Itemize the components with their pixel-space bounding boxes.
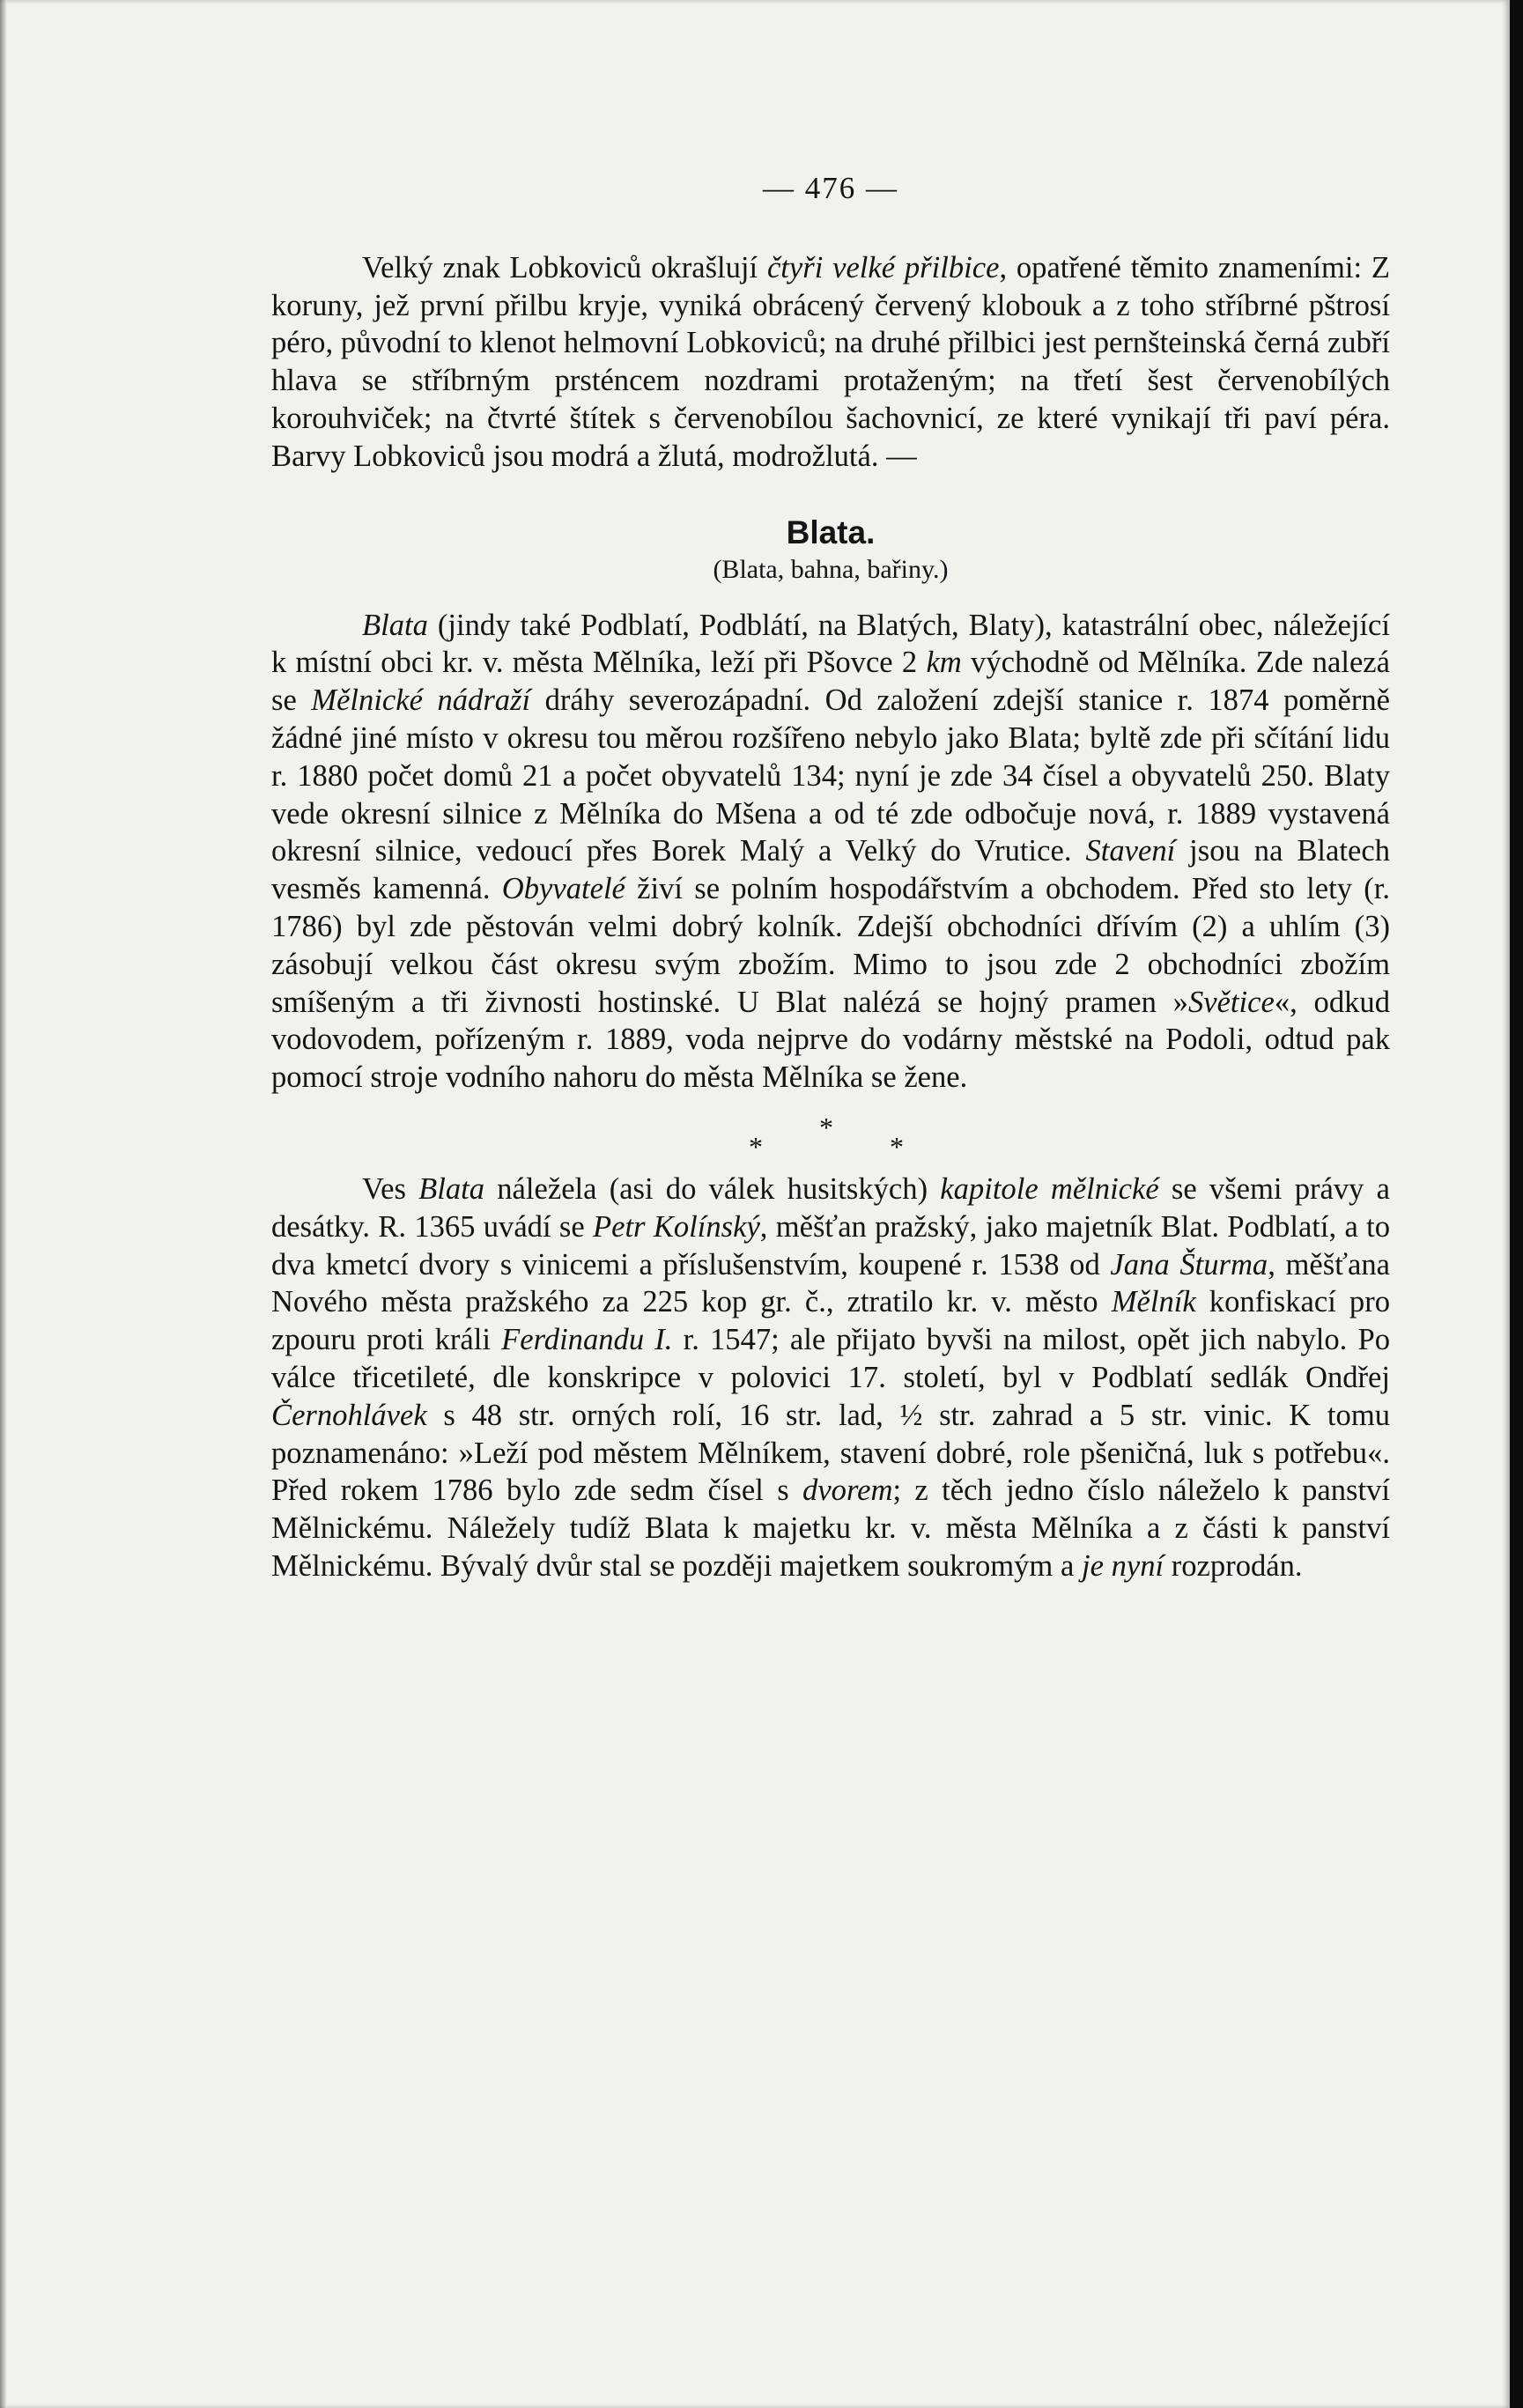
section-subheading: (Blata, bahna, bařiny.) (713, 554, 949, 584)
page-number: — 476 — (763, 171, 898, 205)
page-text (271, 170, 1390, 1585)
italic-text-run: kapitole mělnické (940, 1171, 1159, 1206)
text-run: Ves (362, 1171, 419, 1206)
divider-star: * (749, 1130, 763, 1163)
text-run: se všemi právy a desátky. R. 1365 uvádí se (271, 1171, 1390, 1244)
italic-text-run: Blata (418, 1171, 485, 1206)
text-run: , měšťan pražský, jako majetník Blat. Podblatí, a to dva kmetcí dvory s vinicemi a příslušenstvím, koupené r. 1538 od (271, 1209, 1390, 1282)
divider-star: * (819, 1111, 833, 1143)
text-run: rozprodán. (1164, 1548, 1303, 1583)
italic-text-run: Stavení (1085, 834, 1176, 868)
paragraph-blata-description (271, 607, 1390, 1097)
italic-text-run: Jana Šturma (1110, 1247, 1268, 1282)
italic-text-run: km (926, 646, 962, 680)
text-run: Velký znak Lobkoviců okrašlují (362, 250, 767, 284)
text-run: s 48 str. orných rolí, 16 str. lad, ½ str. zahrad a 5 str. vinic. K tomu poznamenáno: »Leží pod městem Mělníkem, stavení dobré, role pšeničná, luk s potřebu«. Před rokem 1786 bylo zde sedm čísel s (271, 1398, 1390, 1508)
italic-text-run: Světice (1187, 985, 1275, 1019)
italic-text-run: Obyvatelé (501, 872, 625, 906)
italic-text-run: dvorem (802, 1474, 893, 1508)
text-run: , opatřené těmito znameními: Z koruny, jež první přilbu kryje, vyniká obrácený červený klobouk a z toho stříbrné pštrosí péro, původní to klenot helmovní Lobkoviců; na druhé přilbici jest pernšteinská černá zubří hlava se stříbrným prsténcem nozdrami protaženým; na třetí šest červenobílých korouhviček; na čtvrté štítek s červenobílou šachovnicí, ze které vynikají tři paví péra. Barvy Lobkoviců jsou modrá a žlutá, modrožlutá. — (271, 250, 1390, 473)
paragraph-lobkovic-arms (271, 249, 1390, 476)
text-run: jsou na Blatech vesměs kamenná. (271, 834, 1390, 906)
italic-text-run: Ferdinandu I. (501, 1323, 673, 1357)
italic-text-run: Petr Kolínský (592, 1209, 760, 1244)
page-edge-shadow (0, 0, 7, 2408)
text-run: (jindy také Podblatí, Podblátí, na Blatých, Blaty), katastrální obec, náležející k místní obci kr. v. města Mělníka, leží při Pšovce 2 (271, 608, 1390, 680)
text-run: živí se polním hospodářstvím a obchodem. Před sto lety (r. 1786) byl zde pěstován velmi dobrý kolník. Zdejší obchodníci dřívím (2) a uhlím (3) zásobují velkou část okresu svým zbožím. Mimo to jsou zde 2 obchodníci zbožím smíšeným a tři živnosti hostinské. U Blat nalézá se hojný pramen » (271, 872, 1390, 1019)
text-run: náležela (asi do válek husitských) (484, 1171, 941, 1206)
text-run: , měšťana Nového města pražského za 225 kop gr. č., ztratilo kr. v. město (271, 1247, 1390, 1319)
italic-text-run: Černohlávek (271, 1398, 427, 1432)
text-run: r. 1547; ale přijato byvši na milost, opět jich nabylo. Po válce třicetileté, dle konskripce v polovici 17. století, byl v Podblatí sedlák Ondřej (271, 1323, 1390, 1394)
section-heading: Blata. (786, 513, 876, 550)
text-run: «, odkud vodovodem, pořízeným r. 1889, voda nejprve do vodárny městské na Podoli, odtud pak pomocí stroje vodního nahoru do města Mělníka se žene. (271, 985, 1391, 1095)
text-run: konfiskací pro zpouru proti králi (271, 1285, 1391, 1357)
section-divider-stars (271, 1112, 1390, 1165)
text-run: východně od Mělníka. Zde nalezá se (271, 646, 1390, 718)
italic-text-run: Blata (362, 608, 428, 642)
italic-text-run: Mělník (1111, 1285, 1196, 1319)
italic-text-run: Mělnické nádraží (311, 683, 531, 718)
divider-star: * (890, 1130, 904, 1163)
text-run: ; z těch jedno číslo náleželo k panství Mělnickému. Náležely tudíž Blata k majetku kr. v. města Mělníka a z části k panství Mělnickému. Bývalý dvůr stal se později majetkem soukromým a (271, 1474, 1390, 1583)
text-run: dráhy severozápadní. Od založení zdejší stanice r. 1874 poměrně žádné jiné místo v okresu tou měrou rozšířeno nebylo jako Blata; byltě zde při sčítání lidu r. 1880 počet domů 21 a počet obyvatelů 134; nyní je zde 34 čísel a obyvatelů 250. Blaty vede okresní silnice z Mělníka do Mšena a od té zde odbočuje nová, r. 1889 vystavená okresní silnice, vedoucí přes Borek Malý a Velký do Vrutice. (271, 683, 1390, 868)
italic-text-run: čtyři velké přilbice (766, 250, 1000, 284)
italic-text-run: je nyní (1081, 1548, 1164, 1583)
paragraph-blata-history (271, 1171, 1390, 1585)
